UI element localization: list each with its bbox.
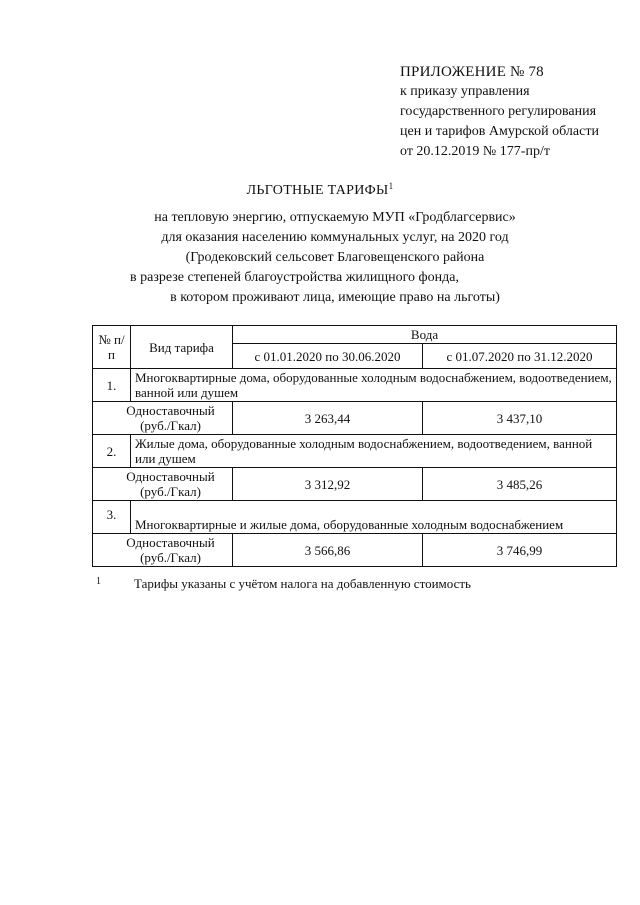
footnote-mark: 1 bbox=[96, 576, 101, 587]
subtitle-line: в разрезе степеней благоустройства жилищного фонда, bbox=[130, 270, 459, 285]
tariff-value-period-1: 3 566,86 bbox=[233, 534, 423, 567]
title-text: ЛЬГОТНЫЕ ТАРИФЫ bbox=[246, 183, 389, 198]
tariff-name: Одноставочный (руб./Гкал) bbox=[93, 534, 233, 567]
appendix-line: к приказу управления bbox=[400, 84, 530, 99]
group-description: Жилые дома, оборудованные холодным водоснабжением, водоотведением, ванной или душем bbox=[131, 435, 617, 468]
subtitle-line: (Гродековский сельсовет Благовещенского района bbox=[185, 250, 485, 265]
appendix-line: государственного регулирования bbox=[400, 104, 597, 119]
appendix-line: цен и тарифов Амурской области bbox=[400, 124, 599, 139]
footnote-text: Тарифы указаны с учётом налога на добавленную стоимость bbox=[134, 576, 471, 591]
group-row bbox=[93, 369, 617, 402]
tariff-value-period-2: 3 485,26 bbox=[423, 468, 617, 501]
group-description: Многоквартирные и жилые дома, оборудованные холодным водоснабжением bbox=[131, 501, 617, 534]
tariff-table bbox=[92, 325, 617, 567]
tariff-name: Одноставочный (руб./Гкал) bbox=[93, 402, 233, 435]
tariff-name: Одноставочный (руб./Гкал) bbox=[93, 468, 233, 501]
appendix-line: от 20.12.2019 № 177-пр/т bbox=[400, 144, 550, 159]
header-group: Вода bbox=[233, 326, 617, 344]
document-subtitle bbox=[100, 208, 570, 308]
title-footnote-mark: 1 bbox=[388, 181, 394, 191]
group-row bbox=[93, 501, 617, 534]
subtitle-line: на тепловую энергию, отпускаемую МУП «Гродблагсервис» bbox=[154, 210, 516, 225]
table-row bbox=[93, 534, 617, 567]
table-row bbox=[93, 468, 617, 501]
group-number: 2. bbox=[93, 435, 131, 468]
table-header-row bbox=[93, 326, 617, 344]
group-description: Многоквартирные дома, оборудованные холодным водоснабжением, водоотведением, ванной или душем bbox=[131, 369, 617, 402]
tariff-value-period-1: 3 263,44 bbox=[233, 402, 423, 435]
document-title bbox=[0, 183, 640, 199]
header-period-1: с 01.01.2020 по 30.06.2020 bbox=[233, 344, 423, 369]
group-number: 1. bbox=[93, 369, 131, 402]
tariff-value-period-2: 3 746,99 bbox=[423, 534, 617, 567]
subtitle-line: для оказания населению коммунальных услуг, на 2020 год bbox=[161, 230, 509, 245]
table-row bbox=[93, 402, 617, 435]
tariff-value-period-2: 3 437,10 bbox=[423, 402, 617, 435]
appendix-heading: ПРИЛОЖЕНИЕ № 78 bbox=[400, 64, 544, 80]
group-number: 3. bbox=[93, 501, 131, 534]
header-num: № п/п bbox=[93, 326, 131, 369]
tariff-value-period-1: 3 312,92 bbox=[233, 468, 423, 501]
group-row bbox=[93, 435, 617, 468]
header-period-2: с 01.07.2020 по 31.12.2020 bbox=[423, 344, 617, 369]
subtitle-line: в котором проживают лица, имеющие право на льготы) bbox=[170, 290, 500, 305]
header-tariff-type: Вид тарифа bbox=[131, 326, 233, 369]
appendix-block bbox=[400, 62, 636, 162]
